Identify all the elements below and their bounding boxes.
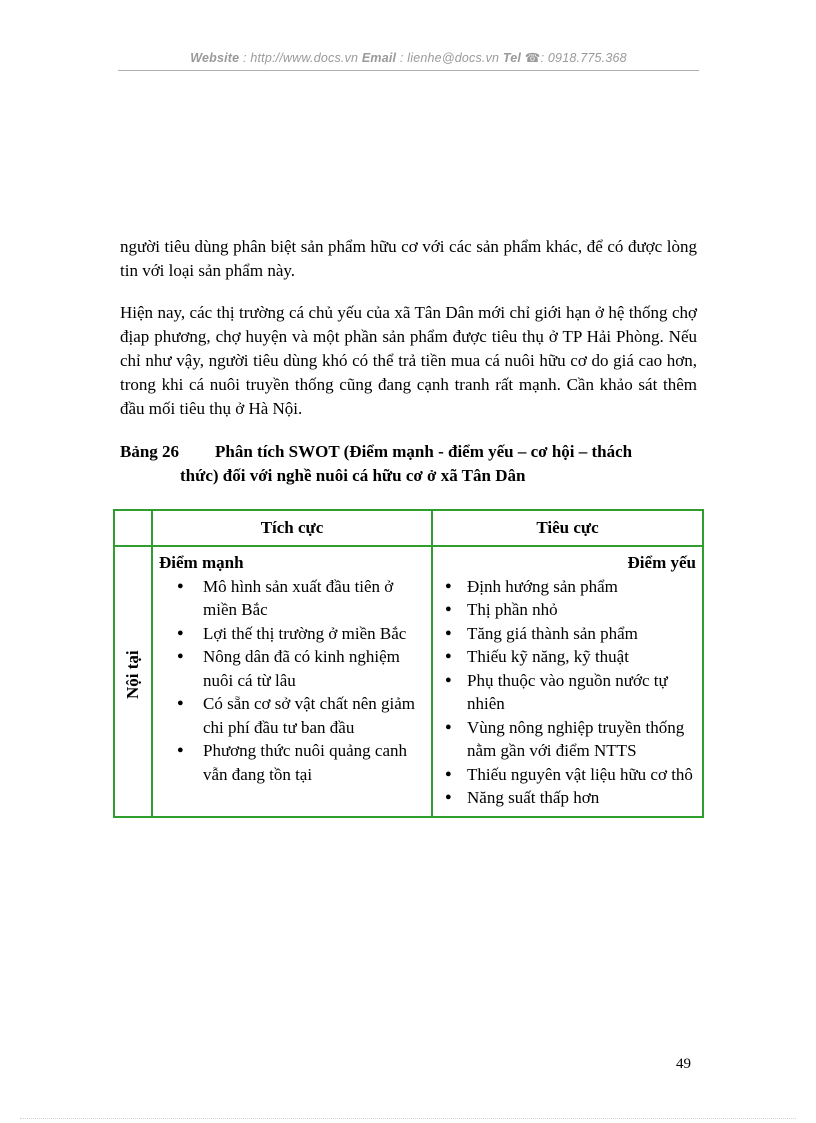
table-header-row [114,510,703,546]
list-item: ● Có sẵn cơ sở vật chất nên giảm chi phí đầu tư ban đầu [203,692,425,739]
email-label: Email [361,51,397,65]
website-value[interactable]: : http://www.docs.vn [243,51,359,65]
list-item: ● Phương thức nuôi quảng canh vẫn đang tồn tại [203,739,425,786]
caption-line-1: Phân tích SWOT (Điểm mạnh - điểm yếu – cơ hội – thách [215,442,633,461]
footer-divider [20,1118,796,1119]
list-item: ● Lợi thế thị trường ở miền Bắc [203,622,425,646]
row-header-internal [114,546,152,817]
caption-line-2: thức) đối với nghề nuôi cá hữu cơ ở xã Tân Dân [180,466,526,485]
table-caption [120,440,697,488]
list-item: ● Nông dân đã có kinh nghiệm nuôi cá từ lâu [203,645,425,692]
paragraph-1: người tiêu dùng phân biệt sản phẩm hữu cơ với các sản phẩm khác, để có được lòng tin với loại sản phẩm này. [120,237,697,280]
row-label: Nội tại [123,650,142,700]
weaknesses-cell [432,546,703,817]
list-item: ● Thị phần nhỏ [467,598,696,622]
tel-value: : 0918.775.368 [540,51,627,65]
corner-cell [114,510,152,546]
phone-icon: ☎ [524,51,541,65]
paragraph-2: Hiện nay, các thị trường cá chủ yếu của xã Tân Dân mới chỉ giới hạn ở hệ thống chợ địap phương, chợ huyện và một phần sản phẩm được tiêu thụ ở TP Hải Phòng. Nếu chỉ như vậy, người tiêu dùng khó có thể trả tiền mua cá nuôi hữu cơ do giá cao hơn, trong khi cá nuôi truyền thống cũng đang cạnh tranh rất mạnh. Cần khảo sát thêm đầu mối tiêu thụ ở Hà Nội. [120,303,697,418]
strengths-title: Điểm mạnh [159,553,244,572]
table-row [114,546,703,817]
list-item: ● Thiếu kỹ năng, kỹ thuật [467,645,696,669]
list-item: ● Tăng giá thành sản phẩm [467,622,696,646]
list-item: ● Vùng nông nghiệp truyền thống nằm gần với điểm NTTS [467,716,696,763]
header-divider [118,70,699,71]
page-header [118,50,699,65]
page-number: 49 [676,1056,691,1072]
tel-label: Tel [502,51,522,65]
col-header-positive: Tích cực [152,510,432,546]
list-item: ● Định hướng sản phẩm [467,575,696,599]
website-label: Website [190,51,240,65]
table-number: Bảng 26 [120,442,180,461]
weaknesses-list [439,575,696,810]
strengths-cell [152,546,432,817]
list-item: ● Phụ thuộc vào nguồn nước tự nhiên [467,669,696,716]
strengths-list [159,575,425,787]
col-header-negative: Tiêu cực [432,510,703,546]
list-item: ● Thiếu nguyên vật liệu hữu cơ thô [467,763,696,787]
list-item: ● Năng suất thấp hơn [467,786,696,810]
weaknesses-title: Điểm yếu [627,553,696,572]
list-item: ● Mô hình sản xuất đầu tiên ở miền Bắc [203,575,425,622]
email-value[interactable]: : lienhe@docs.vn [399,51,500,65]
swot-table [113,509,704,818]
